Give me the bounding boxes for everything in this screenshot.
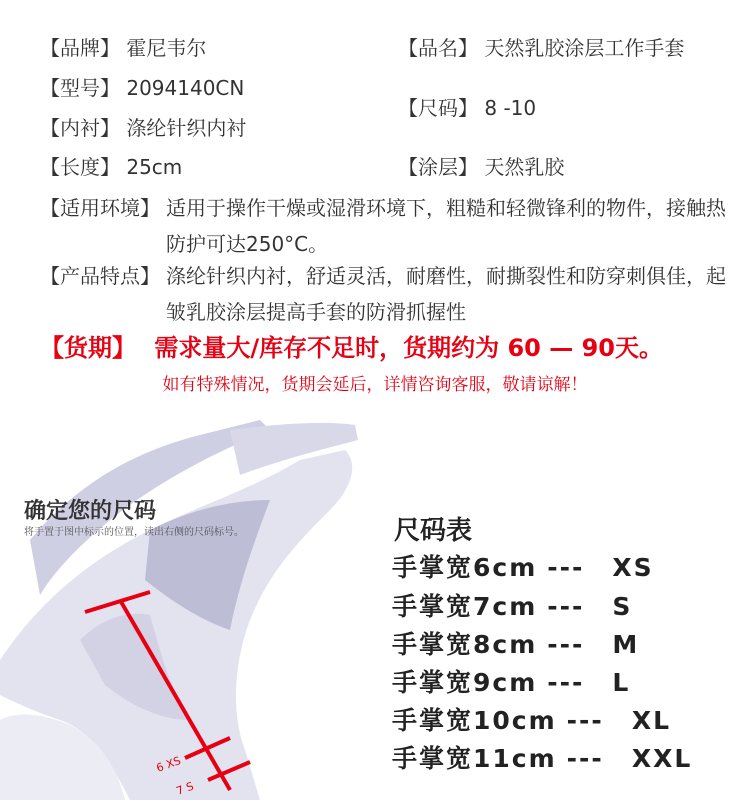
spec-product-name-key: 【品名】 [398, 36, 478, 60]
size-row-m [392, 625, 639, 661]
spec-features-value: 涤纶针织内衬，舒适灵活，耐磨性，耐撕裂性和防穿刺俱佳，起皱乳胶涂层提高手套的防滑抓握性 [166, 264, 726, 324]
size-value: M [612, 630, 640, 659]
spec-size-key: 【尺码】 [398, 96, 478, 120]
spec-features-key: 【产品特点】 [40, 264, 160, 288]
spec-lining-key: 【内衬】 [40, 116, 120, 140]
size-row-l [392, 663, 630, 699]
spec-brand-value: 霍尼韦尔 [126, 36, 207, 60]
spec-length [40, 155, 182, 179]
spec-coating [398, 155, 564, 179]
hand-illustration [0, 420, 370, 800]
size-row-xs [392, 548, 654, 584]
dash-separator: --- [547, 668, 585, 697]
palm-width: 手掌宽11cm [392, 744, 557, 773]
spec-lining [40, 116, 246, 140]
size-row-xl [392, 701, 671, 737]
palm-width: 手掌宽9cm [392, 668, 538, 697]
spec-brand-key: 【品牌】 [40, 36, 120, 60]
spec-environment-value: 适用于操作干燥或湿滑环境下，粗糙和轻微锋利的物件，接触热防护可达250°C。 [166, 196, 726, 256]
spec-model-value: 2094140CN [126, 76, 245, 100]
size-value: S [612, 592, 633, 621]
spec-size [398, 96, 536, 120]
figure-title: 确定您的尺码 [24, 499, 157, 524]
figure-description: 将手置于图中标示的位置，读出右侧的尺码标号。 [24, 527, 244, 538]
palm-width: 手掌宽6cm [392, 553, 538, 582]
ruler-label-xs: 6 XS [154, 754, 183, 775]
spec-features [40, 258, 740, 330]
dash-separator: --- [566, 706, 604, 735]
spec-brand [40, 36, 206, 60]
dash-separator: --- [547, 630, 585, 659]
spec-length-key: 【长度】 [40, 155, 120, 179]
size-chart-title: 尺码表 [394, 516, 473, 546]
delivery-notice-value: 需求量大/库存不足时，货期约为 60 — 90天。 [154, 334, 663, 362]
hand-shape [0, 420, 358, 800]
dash-separator: --- [547, 592, 585, 621]
size-row-xxl [392, 739, 692, 775]
size-value: XS [612, 553, 654, 582]
spec-length-value: 25cm [126, 155, 183, 179]
delivery-notice [40, 328, 663, 363]
spec-lining-value: 涤纶针织内衬 [126, 116, 247, 140]
spec-environment [40, 190, 740, 262]
delivery-notice-key: 【货期】 [40, 334, 136, 362]
size-value: L [612, 668, 631, 697]
spec-product-name-value: 天然乳胶涂层工作手套 [484, 36, 685, 60]
size-value: XL [631, 706, 672, 735]
size-value: XXL [631, 744, 693, 773]
spec-coating-value: 天然乳胶 [484, 155, 565, 179]
spec-model [40, 76, 244, 100]
spec-model-key: 【型号】 [40, 76, 120, 100]
palm-width: 手掌宽8cm [392, 630, 538, 659]
delivery-subnotice: 如有特殊情况，货期会延后，详情咨询客服，敬请谅解！ [162, 375, 588, 395]
spec-coating-key: 【涂层】 [398, 155, 478, 179]
spec-size-value: 8 -10 [484, 96, 537, 120]
dash-separator: --- [547, 553, 585, 582]
palm-width: 手掌宽10cm [392, 706, 557, 735]
palm-width: 手掌宽7cm [392, 592, 538, 621]
spec-product-name [398, 36, 684, 60]
dash-separator: --- [566, 744, 604, 773]
ruler-label-s: 7 S [174, 779, 196, 798]
size-row-s [392, 587, 632, 623]
spec-environment-key: 【适用环境】 [40, 196, 160, 220]
